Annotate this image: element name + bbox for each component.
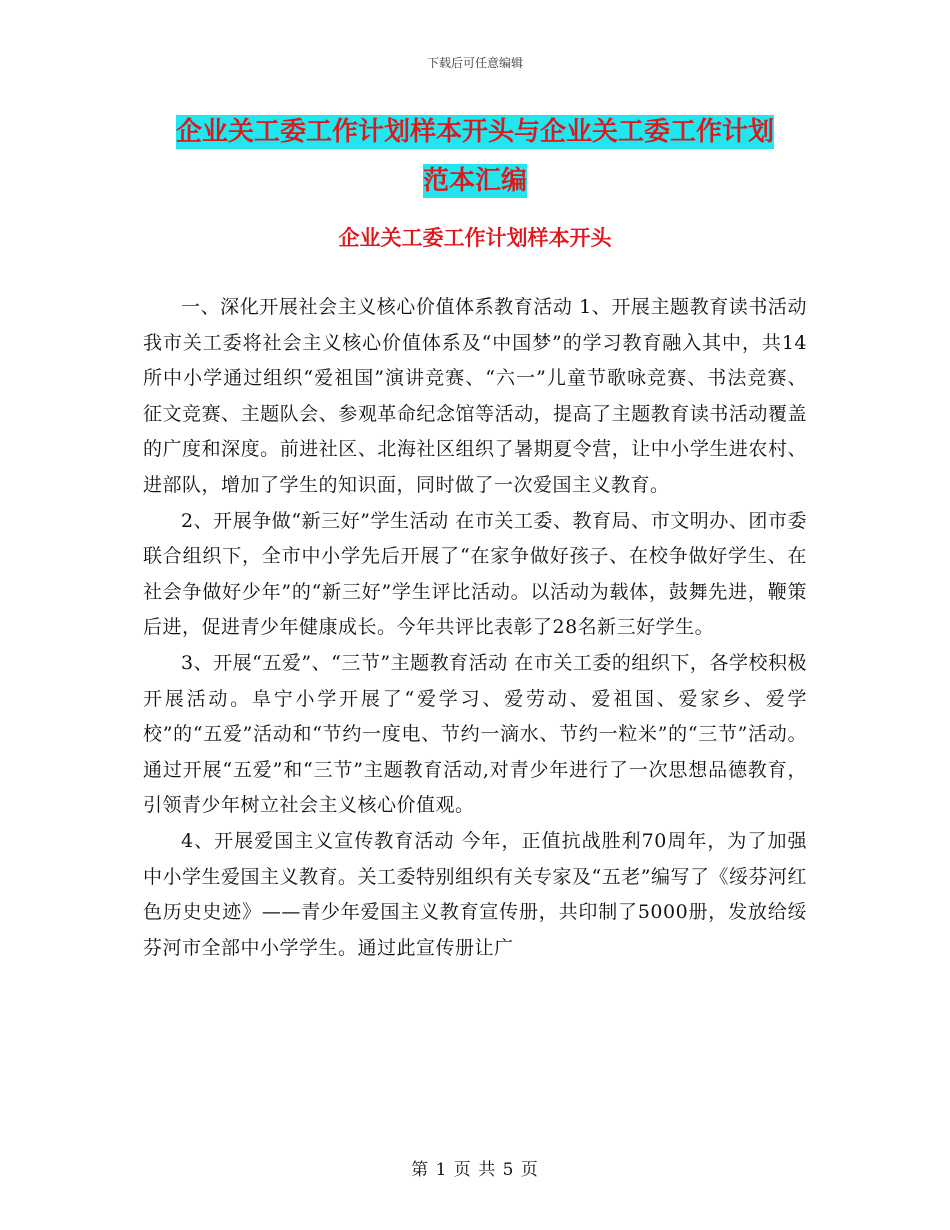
paragraph-3: 3、开展“五爱”、“三节”主题教育活动 在市关工委的组织下，各学校积极开展活动。阜宁小学开展了“爱学习、爱劳动、爱祖国、爱家乡、爱学校”的“五爱”活动和“节约一度电、节约一滴水、节约一粒米”的“三节”活动。通过开展“五爱”和“三节”主题教育活动,对青少年进行了一次思想品德教育，引领青少年树立社会主义核心价值观。: [143, 651, 807, 817]
document-title-highlight: [176, 115, 774, 198]
document-title: [150, 108, 800, 206]
paragraph-1: 一、深化开展社会主义核心价值体系教育活动 1、开展主题教育读书活动 我市关工委将社会主义核心价值体系及“中国梦”的学习教育融入其中，共14所中小学通过组织“爱祖国”演讲竞赛、“六一”儿童节歌咏竞赛、书法竞赛、征文竞赛、主题队会、参观革命纪念馆等活动，提高了主题教育读书活动覆盖的广度和深度。前进社区、北海社区组织了暑期夏令营，让中小学生进农村、进部队，增加了学生的知识面，同时做了一次爱国主义教育。: [143, 296, 807, 496]
section-heading: 企业关工委工作计划样本开头: [338, 226, 612, 250]
paragraph-2: 2、开展争做“新三好”学生活动 在市关工委、教育局、市文明办、团市委联合组织下，全市中小学先后开展了“在家争做好孩子、在校争做好学生、在社会争做好少年”的“新三好”学生评比活动。以活动为载体，鼓舞先进，鞭策后进，促进青少年健康成长。今年共评比表彰了28名新三好学生。: [143, 509, 807, 639]
paragraph-4: 4、开展爱国主义宣传教育活动 今年，正值抗战胜利70周年，为了加强中小学生爱国主义教育。关工委特别组织有关专家及“五老”编写了《绥芬河红色历史史迹》——青少年爱国主义教育宣传册，共印制了5000册，发放给绥芬河市全部中小学学生。通过此宣传册让广: [143, 829, 807, 959]
page-header-note: 下载后可任意编辑: [426, 56, 523, 70]
document-title-line-1: 企业关工委工作计划样本开头与企业关工委工作计划: [175, 117, 774, 147]
page-footer: 第 1 页 共 5 页: [411, 1160, 539, 1180]
document-body: [143, 290, 807, 966]
document-title-line-2: 范本汇编: [422, 166, 527, 196]
